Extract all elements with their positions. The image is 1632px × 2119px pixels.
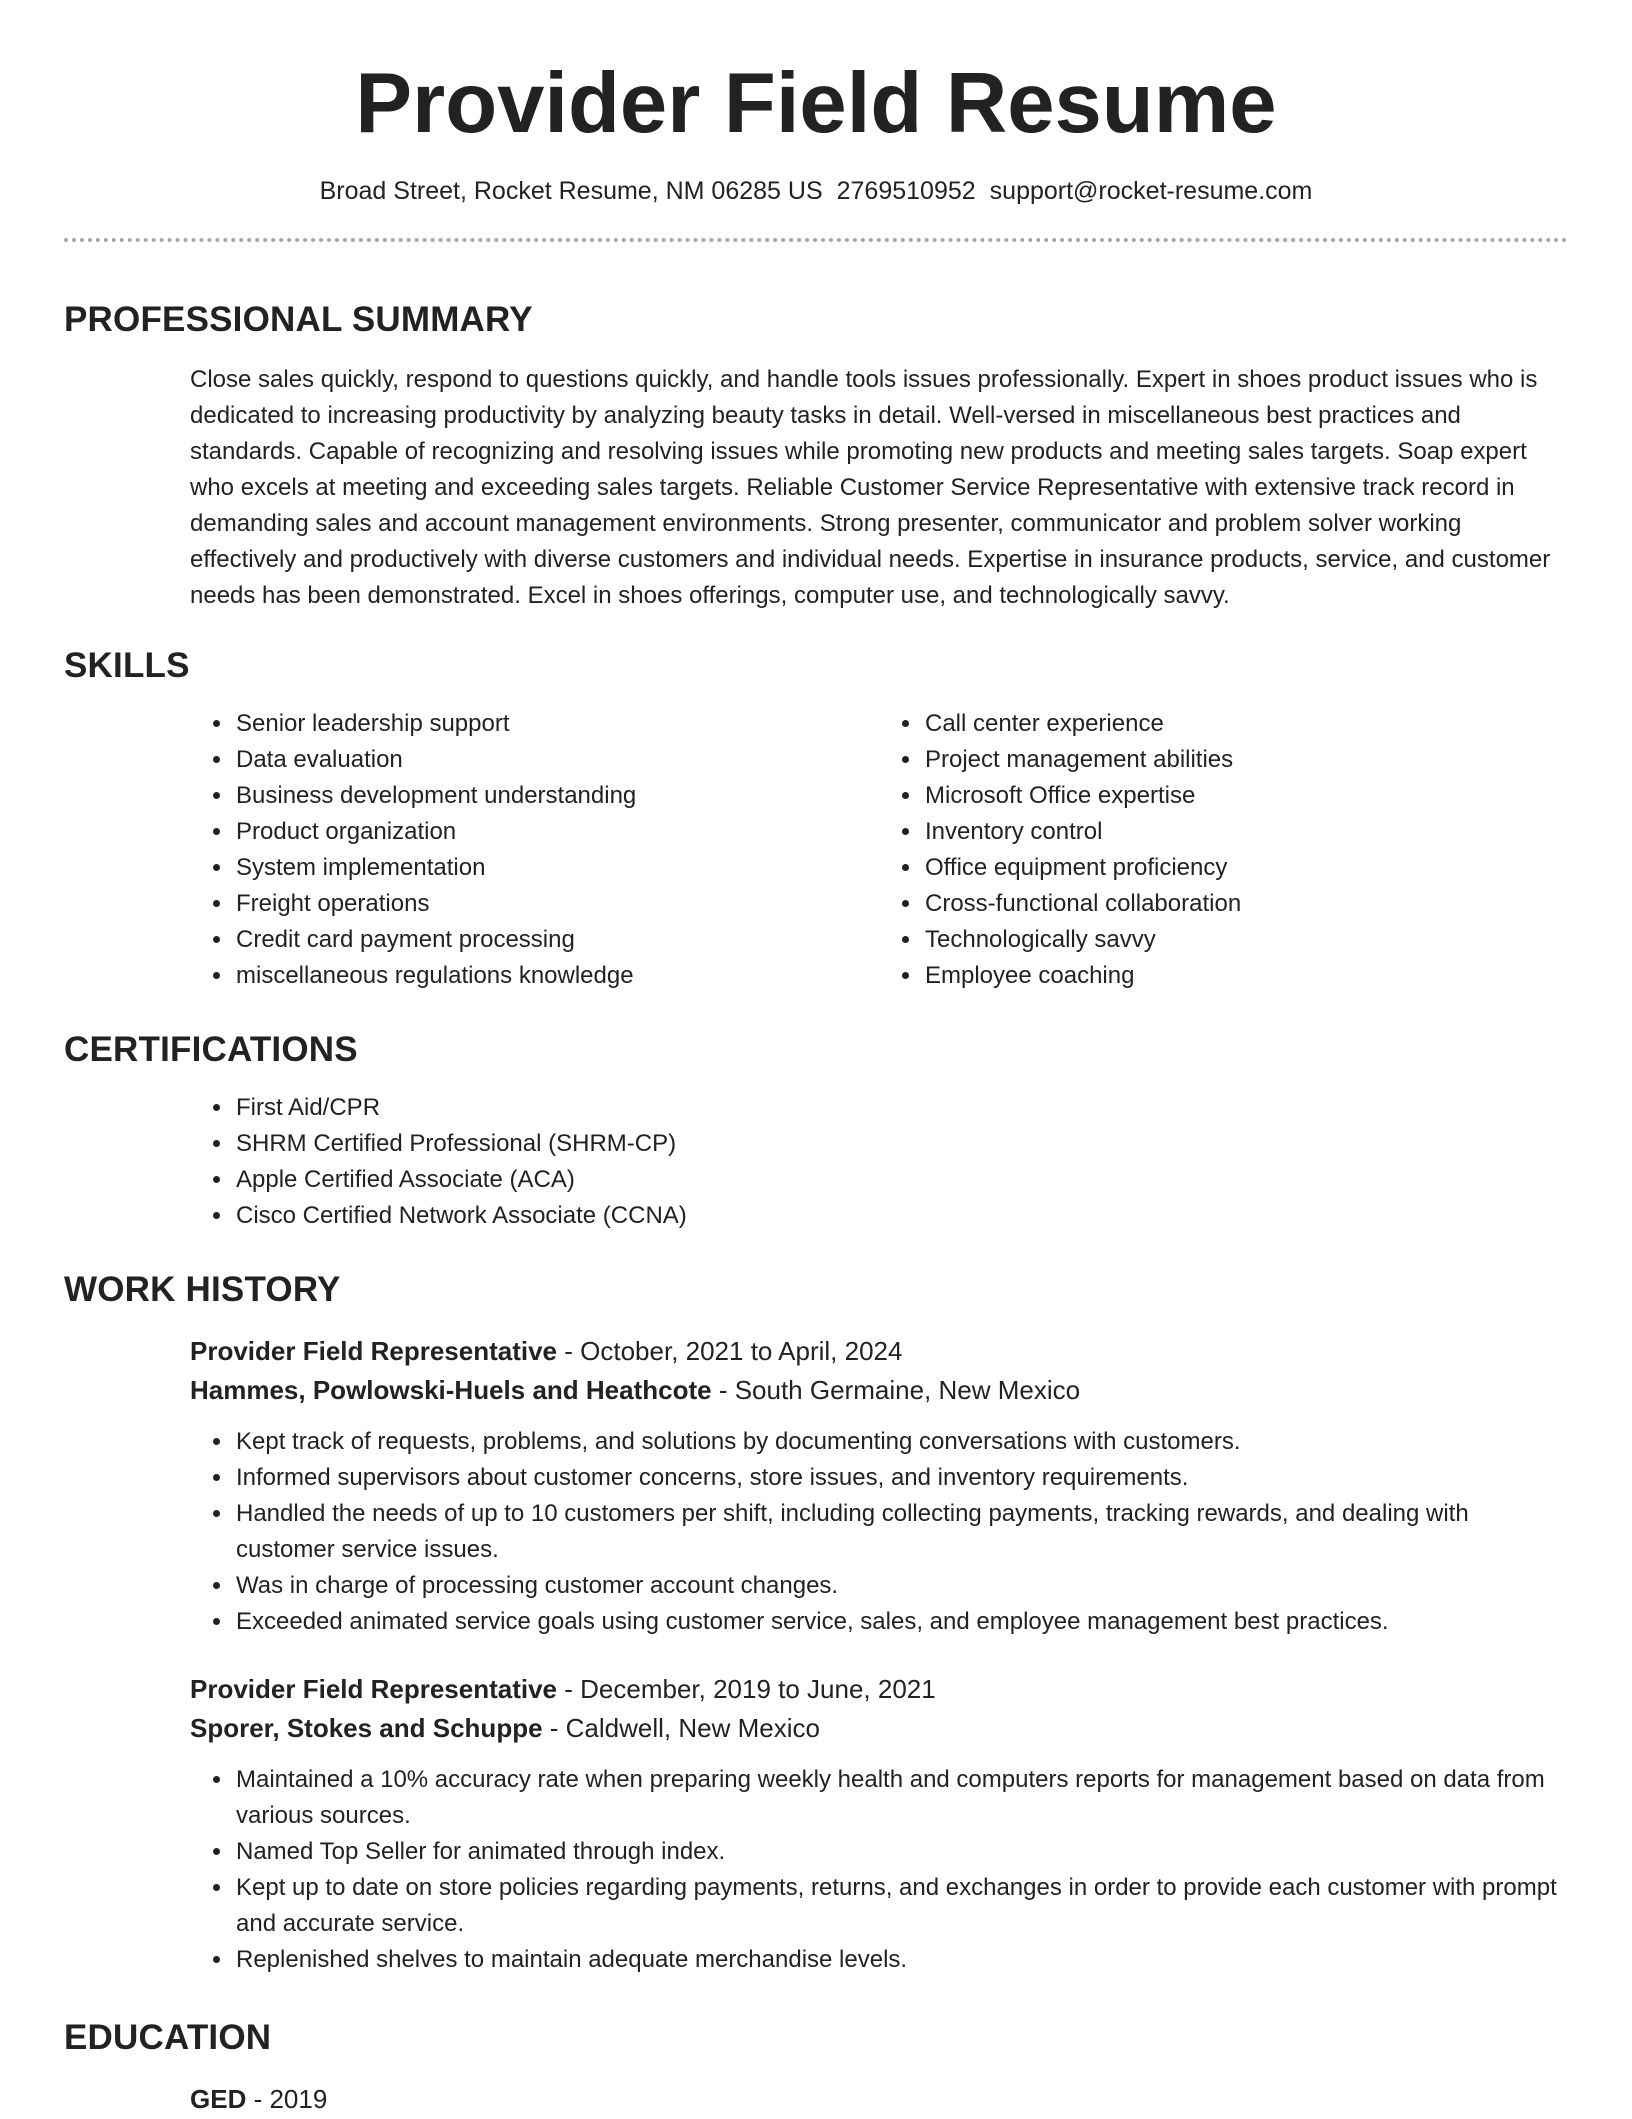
certifications-section [64,1028,1568,1234]
job-company: Hammes, Powlowski-Huels and Heathcote [190,1375,712,1405]
contact-line [64,174,1568,208]
skills-list-right [879,706,1568,994]
list-item: • Cisco Certified Network Associate (CCNA) [234,1198,1568,1234]
list-item: • SHRM Certified Professional (SHRM-CP) [234,1126,1568,1162]
list-item: • Employee coaching [923,958,1568,994]
summary-text: Close sales quickly, respond to questions quickly, and handle tools issues professionally. Expert in shoes product issues who is dedicated to increasing productivity by analyzing beauty tasks in detail. Well-versed in miscellaneous best practices and standards. Capable of recognizing and resolving issues while promoting new products and meeting sales targets. Soap expert who excels at meeting and exceeding sales targets. Reliable Customer Service Representative with extensive track record in demanding sales and account management environments. Strong presenter, communicator and problem solver working effectively and productively with diverse customers and individual needs. Expertise in insurance products, service, and customer needs has been demonstrated. Excel in shoes offerings, computer use, and technologically savvy. [190,366,1551,609]
list-item: • Freight operations [234,886,879,922]
skills-list-left [64,706,879,994]
list-item: • Technologically savvy [923,922,1568,958]
work-section [64,1268,1568,1978]
list-item: • Exceeded animated service goals using customer service, sales, and employee management best practices. [234,1604,1568,1640]
list-item: • Informed supervisors about customer concerns, store issues, and inventory requirements. [234,1460,1568,1496]
list-item: • Kept up to date on store policies regarding payments, returns, and exchanges in order to provide each customer with prompt and accurate service. [234,1870,1568,1942]
job-bullets [64,1424,1568,1640]
list-item: • Data evaluation [234,742,879,778]
certifications-title: CERTIFICATIONS [64,1030,358,1069]
skills-section [64,644,1568,994]
job-bullets [64,1762,1568,1978]
list-item: • Project management abilities [923,742,1568,778]
job-location: - South Germaine, New Mexico [711,1375,1081,1405]
job-location: - Caldwell, New Mexico [542,1713,820,1743]
contact-address: Broad Street, Rocket Resume, NM 06285 US [319,177,823,205]
education-degree: GED [190,2084,247,2114]
list-item: • Microsoft Office expertise [923,778,1568,814]
work-title: WORK HISTORY [64,1270,341,1309]
job-title-line [190,1670,1568,1709]
list-item: • Business development understanding [234,778,879,814]
skills-title: SKILLS [64,646,190,685]
job-entry [64,1332,1568,1410]
list-item: • Maintained a 10% accuracy rate when preparing weekly health and computers reports for management based on data from various sources. [234,1762,1568,1834]
list-item: • Credit card payment processing [234,922,879,958]
list-item: • Office equipment proficiency [923,850,1568,886]
job-title-line [190,1332,1568,1371]
list-item: • First Aid/CPR [234,1090,1568,1126]
education-title: EDUCATION [64,2018,272,2057]
contact-phone: 2769510952 [836,177,976,205]
list-item: • Replenished shelves to maintain adequate merchandise levels. [234,1942,1568,1978]
job-entry [64,1670,1568,1748]
list-item: • Senior leadership support [234,706,879,742]
list-item: • Inventory control [923,814,1568,850]
list-item: • Product organization [234,814,879,850]
list-item: • Kept track of requests, problems, and solutions by documenting conversations with customers. [234,1424,1568,1460]
job-company: Sporer, Stokes and Schuppe [190,1713,543,1743]
job-dates: - December, 2019 to June, 2021 [557,1674,936,1704]
education-entry [64,2080,1568,2119]
list-item: • Was in charge of processing customer account changes. [234,1568,1568,1604]
resume-name: Provider Field Resume [355,56,1277,151]
education-year: - 2019 [246,2084,328,2114]
header-divider [64,238,1568,242]
education-section [64,2016,1568,2119]
list-item: • Handled the needs of up to 10 customers per shift, including collecting payments, tracking rewards, and dealing with customer service issues. [234,1496,1568,1568]
job-role: Provider Field Representative [190,1336,558,1366]
job-company-line [190,1709,1568,1748]
job-role: Provider Field Representative [190,1674,558,1704]
list-item: • System implementation [234,850,879,886]
summary-section [64,298,1568,614]
list-item: • Apple Certified Associate (ACA) [234,1162,1568,1198]
job-dates: - October, 2021 to April, 2024 [557,1336,903,1366]
job-company-line [190,1371,1568,1410]
list-item: • Cross-functional collaboration [923,886,1568,922]
contact-email: support@rocket-resume.com [989,177,1313,205]
list-item: • miscellaneous regulations knowledge [234,958,879,994]
list-item: • Named Top Seller for animated through index. [234,1834,1568,1870]
list-item: • Call center experience [923,706,1568,742]
summary-title: PROFESSIONAL SUMMARY [64,300,533,339]
certifications-list [64,1090,1568,1234]
